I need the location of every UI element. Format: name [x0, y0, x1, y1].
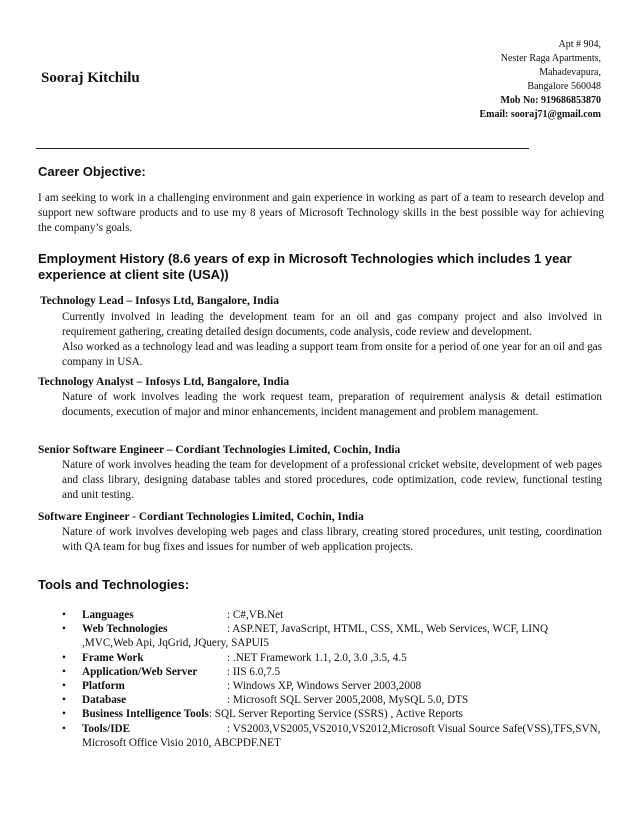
tools-item-bi-tools — [62, 707, 602, 721]
bullet-icon: • — [62, 665, 66, 678]
tools-item-tools-ide — [62, 722, 602, 750]
tools-list — [62, 608, 602, 750]
header-divider — [36, 148, 529, 149]
tools-item-label: Database — [82, 694, 127, 707]
job-description-1-para-2: Also worked as a technology lead and was leading a support team from onsite for a period of one year for an oil and gas company in USA. — [62, 341, 602, 368]
tools-item-frame-work — [62, 651, 602, 665]
bullet-icon: • — [62, 708, 66, 721]
address-line-1: Apt # 904, — [558, 39, 601, 50]
employment-heading: Employment History (8.6 years of exp in Microsoft Technologies which includes 1 year experience at client site (USA)) — [38, 251, 572, 282]
tools-item-database — [62, 693, 602, 707]
mobile-number: Mob No: 919686853870 — [500, 95, 601, 106]
bullet-icon: • — [62, 694, 66, 707]
tools-item-application-server — [62, 665, 602, 679]
tools-item-value: : Microsoft SQL Server 2005,2008, MySQL 5.0, DTS — [227, 694, 469, 707]
bullet-icon: • — [62, 680, 66, 693]
tools-item-value: : C#,VB.Net — [227, 609, 284, 621]
tools-item-value: : .NET Framework 1.1, 2.0, 3.0 ,3.5, 4.5 — [227, 651, 407, 664]
job-title-2: Technology Analyst – Infosys Ltd, Bangalore, India — [38, 376, 290, 388]
tools-item-label: Web Technologies — [82, 623, 168, 636]
job-description-1 — [62, 310, 602, 370]
tools-item-label: Frame Work — [82, 651, 144, 664]
tools-heading: Tools and Technologies: — [38, 577, 190, 592]
address-line-3: Mahadevapura, — [539, 67, 601, 78]
tools-item-label: Platform — [82, 680, 125, 693]
job-title-3: Senior Software Engineer – Cordiant Technologies Limited, Cochin, India — [38, 444, 401, 456]
tools-item-value: : VS2003,VS2005,VS2010,VS2012,Microsoft Visual Source Safe(VSS),TFS,SVN, Microsoft Office Visio 2010, ABCPDF.NET — [82, 722, 601, 749]
tools-item-web-technologies — [62, 622, 602, 650]
tools-item-value: : SQL Server Reporting Service (SSRS) , Active Reports — [208, 708, 463, 721]
objective-text: I am seeking to work in a challenging environment and gain experience in working as part of a team to research develop and support new software products and to use my 8 years of Microsoft Technology skills in the best possible way for achieving the company’s goals. — [38, 192, 604, 234]
tools-item-languages — [62, 608, 602, 622]
candidate-name: Sooraj Kitchilu — [41, 70, 140, 86]
job-title-4: Software Engineer - Cordiant Technologies Limited, Cochin, India — [38, 511, 364, 523]
tools-item-platform — [62, 679, 602, 693]
job-description-3: Nature of work involves heading the team for development of a professional cricket website, development of web pages and class library, designing database tables and stored procedures, code optimization, code review, functional testing and unit testing. — [62, 459, 602, 501]
tools-item-label: Application/Web Server — [82, 665, 198, 678]
tools-item-label: Languages — [82, 609, 134, 621]
bullet-icon: • — [62, 651, 66, 664]
bullet-icon: • — [62, 609, 66, 621]
email-address: Email: sooraj71@gmail.com — [479, 109, 601, 120]
job-description-4: Nature of work involves developing web pages and class library, creating stored procedures, unit testing, coordination with QA team for bug fixes and issues for number of web application projects. — [62, 526, 602, 553]
address-line-4: Bangalore 560048 — [527, 81, 601, 92]
job-title-1: Technology Lead – Infosys Ltd, Bangalore, India — [40, 295, 280, 307]
bullet-icon: • — [62, 623, 66, 636]
bullet-icon: • — [62, 722, 66, 735]
tools-item-value: : Windows XP, Windows Server 2003,2008 — [227, 680, 422, 693]
job-description-1-para-1: Currently involved in leading the development team for an oil and gas company project and also involved in requirement gathering, creating detailed design documents, code analysis, code review and development. — [62, 311, 602, 338]
tools-item-label: Tools/IDE — [82, 722, 131, 735]
contact-block — [479, 38, 601, 122]
address-line-2: Nester Raga Apartments, — [500, 53, 601, 64]
job-description-2: Nature of work involves leading the work request team, preparation of requirement analysis & detail estimation documents, execution of major and minor enhancements, incident management and problem management. — [62, 391, 602, 418]
tools-item-label: Business Intelligence Tools — [82, 708, 209, 721]
tools-item-value: : IIS 6.0,7.5 — [227, 665, 281, 678]
objective-heading: Career Objective: — [38, 164, 146, 179]
tools-item-value: : ASP.NET, JavaScript, HTML, CSS, XML, Web Services, WCF, LINQ ,MVC,Web Api, JqGrid, JQuery, SAPUI5 — [82, 623, 549, 650]
